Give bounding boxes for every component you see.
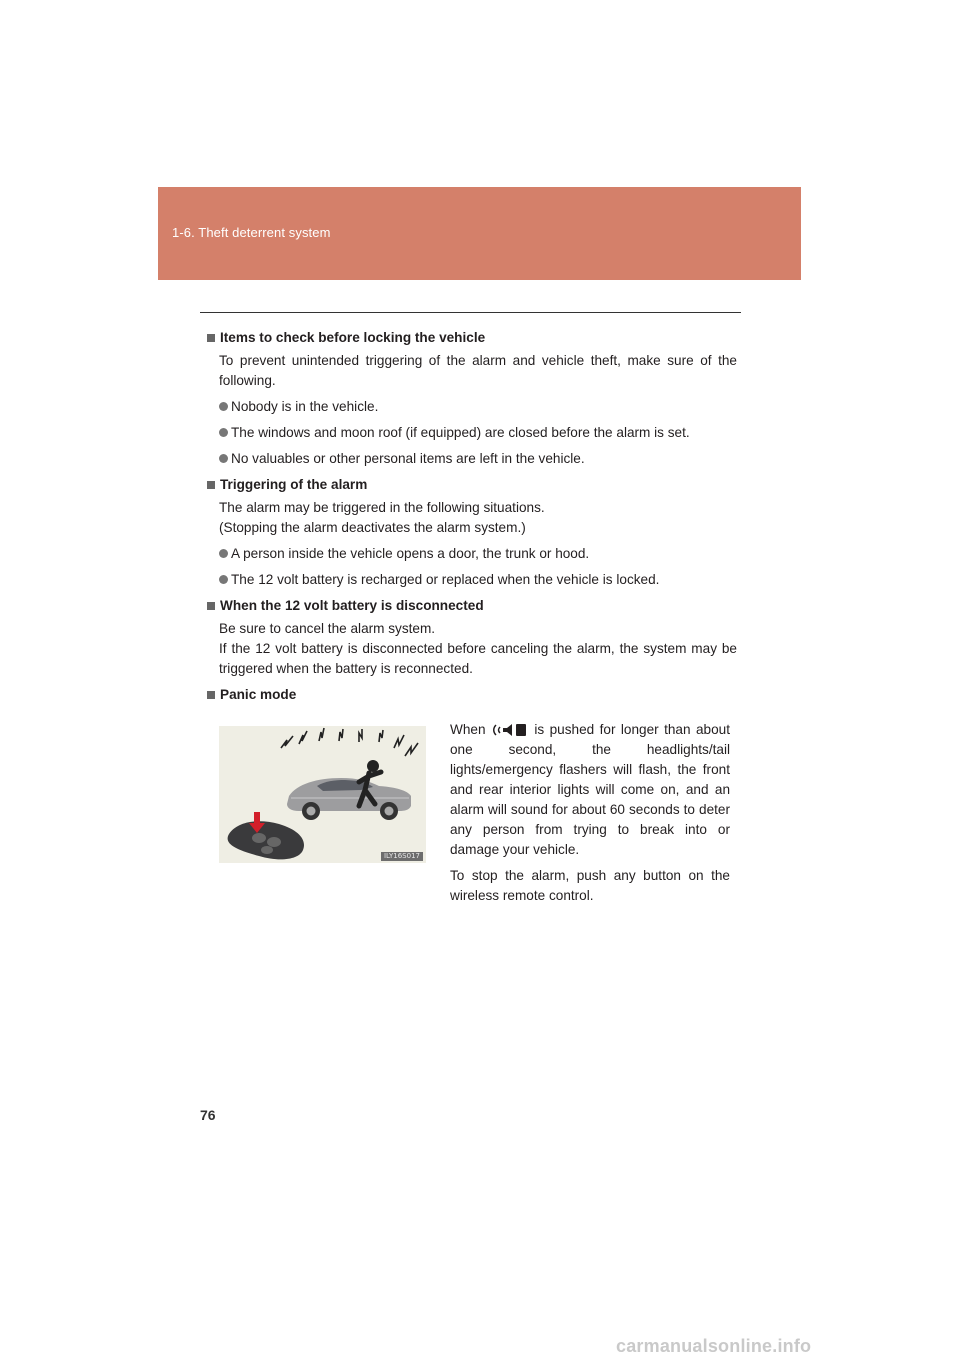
paragraph: To prevent unintended triggering of the alarm and vehicle theft, make sure of the following. <box>219 353 737 388</box>
circle-bullet-icon <box>219 575 228 584</box>
section-heading: Items to check before locking the vehicle <box>207 328 737 348</box>
paragraph: Be sure to cancel the alarm system. <box>219 621 436 636</box>
section-triggering <box>207 475 737 590</box>
square-bullet-icon <box>207 602 215 610</box>
panic-button-icon <box>493 723 527 737</box>
circle-bullet-icon <box>219 549 228 558</box>
divider-rule <box>200 312 741 313</box>
main-content <box>207 328 737 711</box>
figure-code: ILY16S017 <box>381 852 423 861</box>
square-bullet-icon <box>207 334 215 342</box>
circle-bullet-icon <box>219 454 228 463</box>
section-items-to-check <box>207 328 737 469</box>
square-bullet-icon <box>207 691 215 699</box>
circle-bullet-icon <box>219 428 228 437</box>
list-item: The windows and moon roof (if equipped) are closed before the alarm is set. <box>219 423 737 443</box>
panic-stop-paragraph: To stop the alarm, push any button on the wireless remote control. <box>450 868 730 903</box>
list-item: No valuables or other personal items are left in the vehicle. <box>219 449 737 469</box>
illustration-svg <box>219 726 426 863</box>
section-panic-mode <box>207 685 737 705</box>
panic-mode-illustration <box>219 726 426 863</box>
paragraph: (Stopping the alarm deactivates the alarm system.) <box>219 520 526 535</box>
alarm-bolts-icon <box>281 728 418 756</box>
car-icon <box>287 778 411 820</box>
paragraph: The alarm may be triggered in the following situations. <box>219 500 545 515</box>
paragraph: If the 12 volt battery is disconnected before canceling the alarm, the system may be triggered when the battery is reconnected. <box>219 641 737 676</box>
section-battery-disconnected <box>207 596 737 679</box>
section-heading: Triggering of the alarm <box>207 475 737 495</box>
list-item: Nobody is in the vehicle. <box>219 397 737 417</box>
list-item: A person inside the vehicle opens a door, the trunk or hood. <box>219 544 737 564</box>
key-fob-icon <box>228 821 304 859</box>
square-bullet-icon <box>207 481 215 489</box>
section-title: 1-6. Theft deterrent system <box>172 225 331 240</box>
section-header-band <box>158 187 801 280</box>
panic-paragraph: When is pushed for longer than about one second, the headlights/tail lights/emergency flashers will flash, the front and rear interior lights will come on, and an alarm will sound for about 60 seconds to deter any person from trying to break into or damage your vehicle. <box>450 722 730 857</box>
section-heading: When the 12 volt battery is disconnected <box>207 596 737 616</box>
panic-mode-description <box>450 720 730 912</box>
watermark-text: carmanualsonline.info <box>616 1336 812 1356</box>
section-heading: Panic mode <box>207 685 737 705</box>
circle-bullet-icon <box>219 402 228 411</box>
list-item: The 12 volt battery is recharged or replaced when the vehicle is locked. <box>219 570 737 590</box>
page-number: 76 <box>200 1107 216 1123</box>
